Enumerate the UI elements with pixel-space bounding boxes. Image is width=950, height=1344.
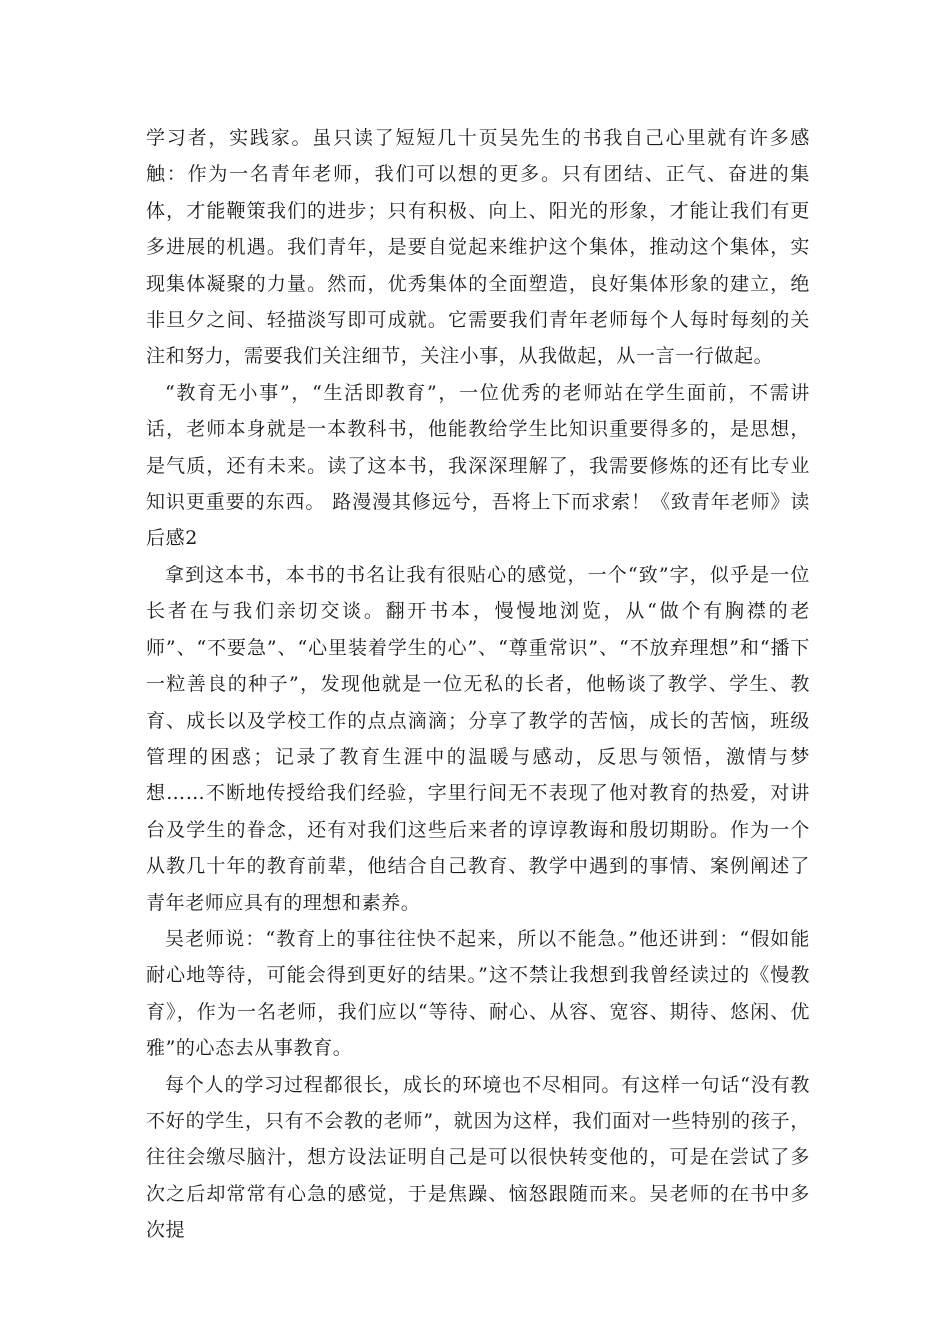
paragraph-1: 学习者，实践家。虽只读了短短几十页吴先生的书我自己心里就有许多感触：作为一名青年老师，我们可以想的更多。只有团结、正气、奋进的集体，才能鞭策我们的进步；只有积极、向上、阳光的形象，才能让我们有更多进展的机遇。我们青年，是要自觉起来维护这个集体，推动这个集体，实现集体凝聚的力量。然而，优秀集体的全面塑造，良好集体形象的建立，绝非旦夕之间、轻描淡写即可成就。它需要我们青年老师每个人每时每刻的关注和努力，需要我们关注细节，关注小事，从我做起，从一言一行做起。 bbox=[146, 127, 810, 368]
paragraph-5: 每个人的学习过程都很长，成长的环境也不尽相同。有这样一句话“没有教不好的学生，只有不会教的老师”，就因为这样，我们面对一些特别的孩子，往往会缴尽脑汁，想方设法证明自己是可以很快转变他的，可是在尝试了多次之后却常常有心急的感觉，于是焦躁、恼怒跟随而来。吴老师的在书中多次提 bbox=[146, 1073, 810, 1242]
document-body bbox=[146, 120, 810, 1249]
paragraph-3: 拿到这本书，本书的书名让我有很贴心的感觉，一个“致”字，似乎是一位长者在与我们亲切交谈。翻开书本，慢慢地浏览，从“做个有胸襟的老师”、“不要急”、“心里装着学生的心”、“尊重常识”、“不放弃理想”和“播下一粒善良的种子”，发现他就是一位无私的长者，他畅谈了教学、学生、教育、成长以及学校工作的点点滴滴；分享了教学的苦恼，成长的苦恼，班级管理的困惑；记录了教育生涯中的温暖与感动，反思与领悟，激情与梦想……不断地传授给我们经验，字里行间无不表现了他对教育的热爱，对讲台及学生的眷念，还有对我们这些后来者的谆谆教诲和殷切期盼。作为一个从教几十年的教育前辈，他结合自己教育、教学中遇到的事情、案例阐述了青年老师应具有的理想和素养。 bbox=[146, 563, 810, 914]
paragraph-4: 吴老师说：“教育上的事往往快不起来，所以不能急。”他还讲到：“假如能耐心地等待，可能会得到更好的结果。”这不禁让我想到我曾经读过的《慢教育》，作为一名老师，我们应以“等待、耐心、从容、宽容、期待、悠闲、优雅”的心态去从事教育。 bbox=[146, 927, 810, 1060]
paragraph-2: “教育无小事”，“生活即教育”，一位优秀的老师站在学生面前，不需讲话，老师本身就是一本教科书，他能教给学生比知识重要得多的，是思想，是气质，还有未来。读了这本书，我深深理解了，我需要修炼的还有比专业知识更重要的东西。 路漫漫其修远兮，吾将上下而求索！《致青年老师》读后感2 bbox=[146, 381, 810, 550]
